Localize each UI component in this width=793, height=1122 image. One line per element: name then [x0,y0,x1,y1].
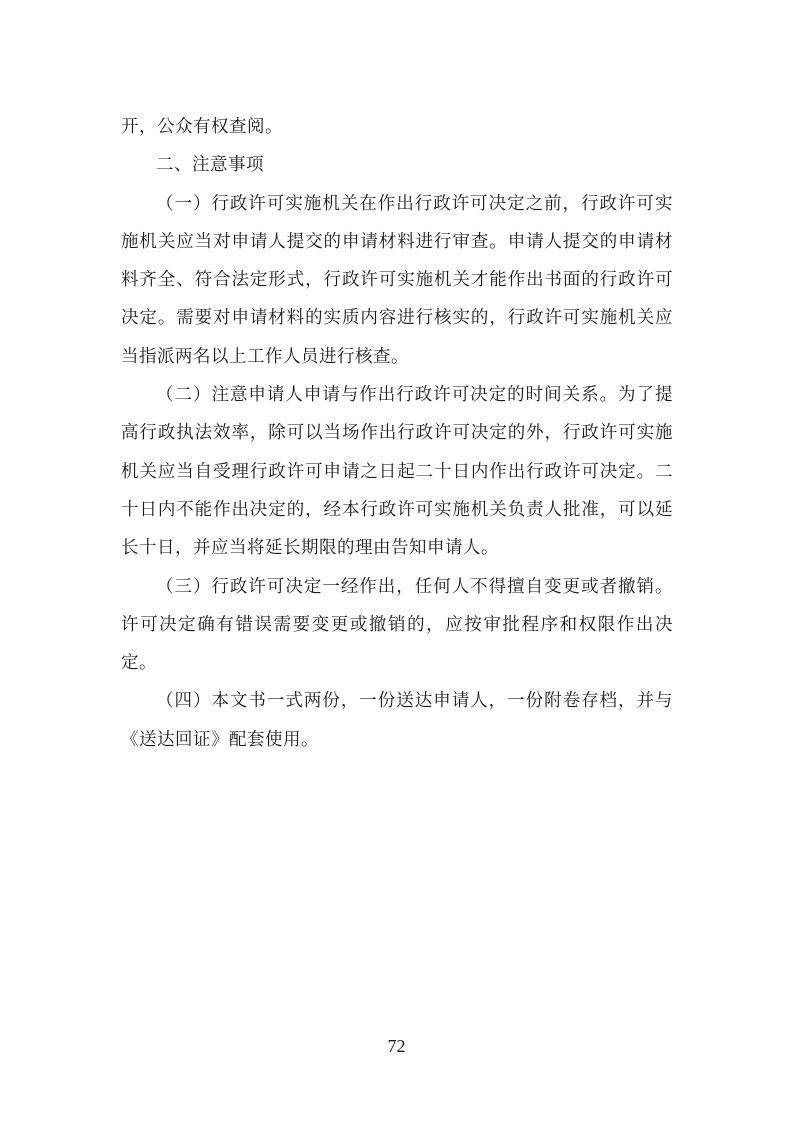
section-heading: 二、注意事项 [156,155,264,176]
document-body [121,108,673,759]
paragraph-item-4: （四）本文书一式两份，一份送达申请人，一份附卷存档，并与《送达回证》配套使用。 [121,691,673,750]
paragraph-item-2: （二）注意申请人申请与作出行政许可决定的时间关系。为了提高行政执法效率，除可以当场作出行政许可决定的外，行政许可实施机关应当自受理行政许可申请之日起二十日内作出行政许可决定。二十日内不能作出决定的，经本行政许可实施机关负责人批准，可以延长十日，并应当将延长期限的理由告知申请人。 [121,385,673,559]
page-number: 72 [387,1036,406,1056]
continuation-line: 开，公众有权查阅。 [121,117,283,137]
paragraph-item-1: （一）行政许可实施机关在作出行政许可决定之前，行政许可实施机关应当对申请人提交的申请材料进行审查。申请人提交的申请材料齐全、符合法定形式，行政许可实施机关才能作出书面的行政许可决定。需要对申请材料的实质内容进行核实的，行政许可实施机关应当指派两名以上工作人员进行核查。 [121,193,673,367]
paragraph-item-3: （三）行政许可决定一经作出，任何人不得擅自变更或者撤销。许可决定确有错误需要变更或撤销的，应按审批程序和权限作出决定。 [121,576,673,674]
